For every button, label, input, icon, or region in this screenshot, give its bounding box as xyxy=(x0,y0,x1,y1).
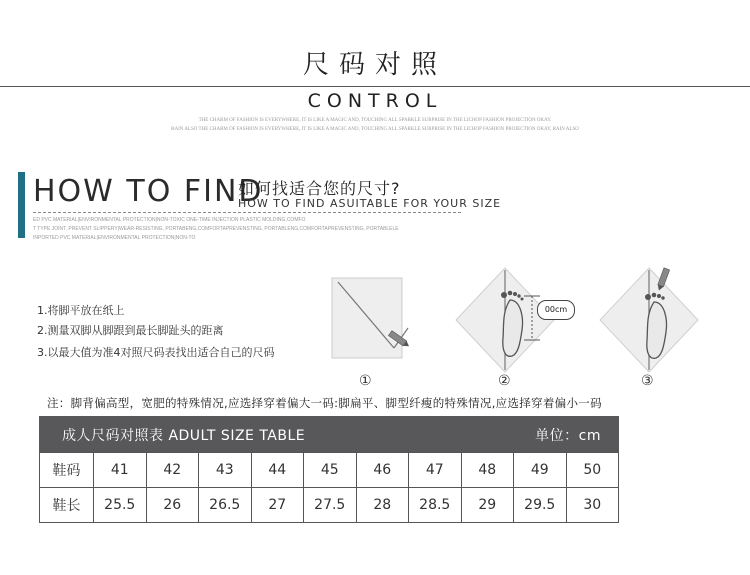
table-cell: 30 xyxy=(566,488,619,523)
foot-measure-icon xyxy=(452,264,558,376)
section-divider xyxy=(33,212,461,213)
page-title: 尺码对照 xyxy=(302,50,447,80)
step-3: 3.以最大值为准4对照尺码表找出适合自己的尺码 xyxy=(37,346,275,359)
table-cell: 41 xyxy=(94,453,147,488)
table-cell: 27.5 xyxy=(304,488,357,523)
table-cell: 44 xyxy=(251,453,304,488)
table-cell: 28 xyxy=(356,488,409,523)
row-label-foot-length: 鞋长 xyxy=(40,488,94,523)
table-cell: 26 xyxy=(146,488,199,523)
illustration-label-1: ① xyxy=(359,373,372,389)
section-accent-bar xyxy=(18,172,25,238)
pencil-on-paper-icon xyxy=(330,276,414,362)
foot-trace-icon xyxy=(596,264,702,376)
illustration-label-2: ② xyxy=(498,373,511,389)
table-cell: 29 xyxy=(461,488,514,523)
table-cell: 28.5 xyxy=(409,488,462,523)
page-subtitle: CONTROL xyxy=(307,90,443,112)
table-row xyxy=(40,488,619,523)
table-cell: 47 xyxy=(409,453,462,488)
row-label-shoe-size: 鞋码 xyxy=(40,453,94,488)
table-cell: 25.5 xyxy=(94,488,147,523)
table-row xyxy=(40,453,619,488)
section-fine-print-3: INPORTED PVC MATERIAL|ENVIRONMENTAL PROTECTION|NON-TO xyxy=(33,235,196,241)
fit-note: 注：脚背偏高型，宽肥的特殊情况,应选择穿着偏大一码:脚扁平、脚型纤瘦的特殊情况,应选择穿着偏小一码 xyxy=(47,396,602,410)
section-fine-print-2: T TYPE JOINT, PREVENT SLIPPERY|WEAR-RESISTING, PORTABENG,COMFORTAPREVENSTING, PORTABLENG,COMFORTAPREVENSTING, PORTABLELE xyxy=(33,226,399,232)
table-cell: 50 xyxy=(566,453,619,488)
size-table-unit: 单位：cm xyxy=(535,428,601,444)
table-cell: 26.5 xyxy=(199,488,252,523)
size-table-header xyxy=(39,416,619,452)
table-cell: 49 xyxy=(514,453,567,488)
table-cell: 27 xyxy=(251,488,304,523)
fine-print-line-2: RAIN ALSO THE CHARM OF FASHION IS EVERYWHERE, IT IS LIKE A MAGIC AND, TOUCHING ALL SPARKLE SURPRISE IN THE LICHOP FASHION PROJECTION OKAY, RAIN ALSO xyxy=(171,127,579,132)
table-cell: 46 xyxy=(356,453,409,488)
fine-print-line-1: THE CHARM OF FASHION IS EVERYWHERE, IT IS LIKE A MAGIC AND, TOUCHING ALL SPARKLE SURPRISE IN THE LICHOP FASHION PROJECTION OKAY. xyxy=(198,118,552,123)
section-fine-print-1: ED PVC MATERIAL|ENVIRONMENTAL PROTECTION|NON-TOXIC ONE-TIME INJECTION PLASTIC MOLDING,COMFO xyxy=(33,217,306,223)
step-2: 2.测量双脚从脚跟到最长脚趾头的距离 xyxy=(37,324,224,337)
section-title-cn: 如何找适合您的尺寸? xyxy=(238,179,401,198)
size-table xyxy=(39,452,619,523)
table-cell: 45 xyxy=(304,453,357,488)
section-title-en: HOW TO FIND xyxy=(33,174,264,209)
size-table-title: 成人尺码对照表 ADULT SIZE TABLE xyxy=(62,428,306,444)
table-cell: 48 xyxy=(461,453,514,488)
table-cell: 29.5 xyxy=(514,488,567,523)
table-cell: 43 xyxy=(199,453,252,488)
illustration-label-3: ③ xyxy=(641,373,654,389)
table-cell: 42 xyxy=(146,453,199,488)
step-1: 1.将脚平放在纸上 xyxy=(37,304,125,317)
section-subtitle: HOW TO FIND ASUITABLE FOR YOUR SIZE xyxy=(238,197,502,210)
measure-tag: 00cm xyxy=(537,300,575,320)
title-divider xyxy=(0,86,750,87)
